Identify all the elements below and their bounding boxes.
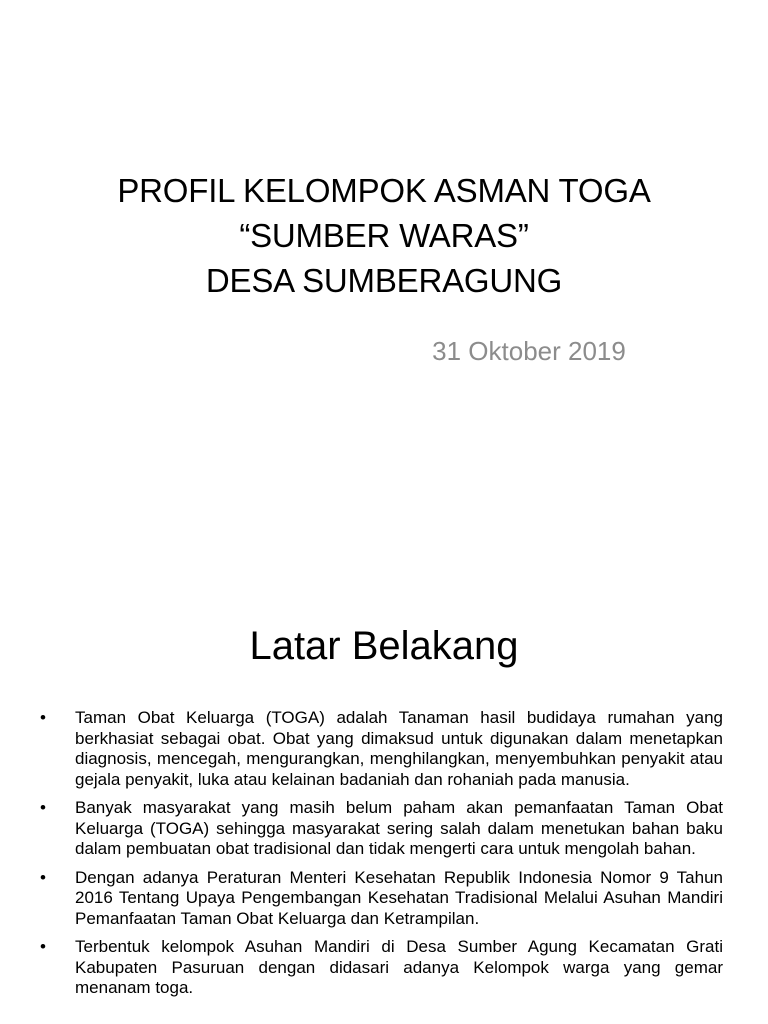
bullet-icon: • xyxy=(40,937,46,956)
bullet-icon: • xyxy=(40,708,46,727)
slide-title-heading xyxy=(0,168,768,303)
slide-date: 31 Oktober 2019 xyxy=(432,336,626,366)
list-item xyxy=(40,708,723,790)
title-line-3: DESA SUMBERAGUNG xyxy=(205,262,563,299)
list-item xyxy=(40,798,723,860)
list-item xyxy=(40,868,723,930)
title-line-2: “SUMBER WARAS” xyxy=(239,217,529,254)
bullet-text: Banyak masyarakat yang masih belum paham akan pemanfaatan Taman Obat Keluarga (TOGA) sehingga masyarakat sering salah dalam menetukan bahan baku dalam pembuatan obat tradisional dan tidak mengerti cara untuk mengolah bahan. xyxy=(75,798,723,858)
bullet-icon: • xyxy=(40,798,46,817)
bullet-text: Terbentuk kelompok Asuhan Mandiri di Desa Sumber Agung Kecamatan Grati Kabupaten Pasuruan dengan didasari adanya Kelompok warga yang gemar menanam toga. xyxy=(75,937,723,997)
bullet-list xyxy=(40,708,723,1007)
title-line-1: PROFIL KELOMPOK ASMAN TOGA xyxy=(117,172,651,209)
section-heading: Latar Belakang xyxy=(249,624,519,668)
bullet-text: Dengan adanya Peraturan Menteri Kesehatan Republik Indonesia Nomor 9 Tahun 2016 Tentang Upaya Pengembangan Kesehatan Tradisional Melalui Asuhan Mandiri Pemanfaatan Taman Obat Keluarga dan Ketrampilan. xyxy=(75,867,723,928)
bullet-icon: • xyxy=(40,867,46,887)
slide-background xyxy=(0,576,768,1024)
list-item xyxy=(40,937,723,999)
bullet-text: Taman Obat Keluarga (TOGA) adalah Tanaman hasil budidaya rumahan yang berkhasiat sebagai obat. Obat yang dimaksud untuk digunakan dalam menetapkan diagnosis, mencegah, mengurangkan, menghilangkan, menyembuhkan penyakit atau gejala penyakit, luka atau kelainan badaniah dan rohaniah pada manusia. xyxy=(75,708,723,789)
